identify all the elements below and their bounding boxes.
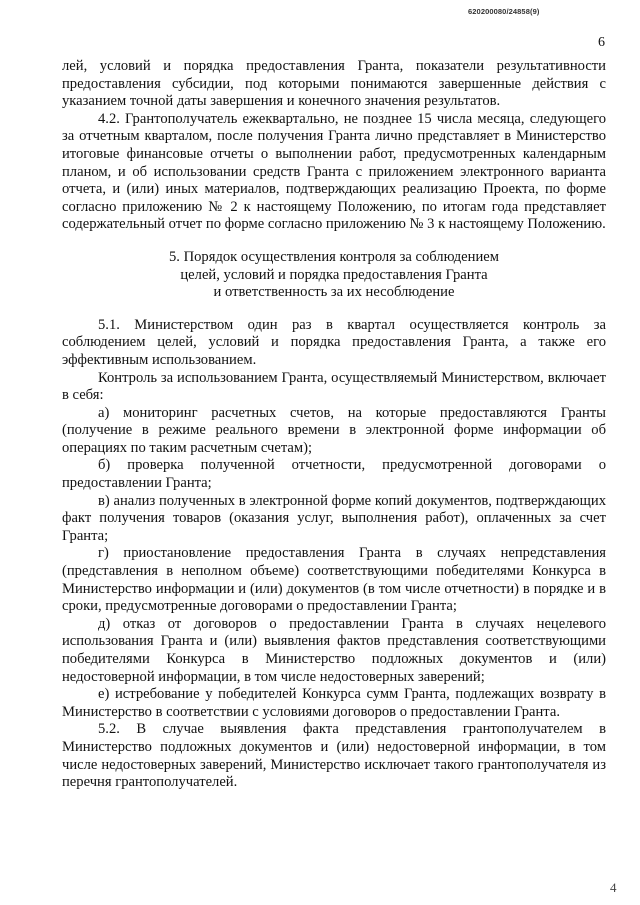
list-item-v: в) анализ полученных в электронной форме копий документов, подтверждающих факт получения товаров (оказания услуг, выполнения работ), оплаченных за счет Гранта; <box>62 492 606 544</box>
handwritten-mark: 4 <box>610 880 617 895</box>
paragraph-5-2: 5.2. В случае выявления факта представления грантополучателем в Министерство подложных документов и (или) недостоверной информации, в том числе недостоверных заверений, Министерство исключает такого грантополучателя из перечня грантополучателей. <box>62 721 606 791</box>
section-heading-line: и ответственность за их несоблюдение <box>213 284 455 301</box>
paragraph-5-1: 5.1. Министерством один раз в квартал осуществляется контроль за соблюдением целей, условий и порядка предоставления Гранта, а также его эффективным использованием. <box>62 316 606 368</box>
section-heading-line: 5. Порядок осуществления контроля за соблюдением <box>169 248 499 265</box>
page-number: 6 <box>598 35 605 50</box>
section-heading-line: целей, условий и порядка предоставления Гранта <box>180 266 488 283</box>
list-item-a: а) мониторинг расчетных счетов, на которые предоставляются Гранты (получение в режиме реального времени в электронной форме информации об операциях по таким расчетным счетам); <box>62 404 606 456</box>
paragraph-continuation: лей, условий и порядка предоставления Гранта, показатели результативности предоставления субсидии, под которыми понимаются завершенные действия с указанием точной даты завершения и конечного значения результатов. <box>62 58 606 110</box>
list-item-e: е) истребование у победителей Конкурса сумм Гранта, подлежащих возврату в Министерство в соответствии с условиями договоров о предоставлении Гранта. <box>62 686 606 720</box>
list-item-g: г) приостановление предоставления Гранта в случаях непредставления (представления в неполном объеме) соответствующими победителями Конкурса в Министерство информации и (или) документов (в том числе отчетности) в порядке и в сроки, предусмотренные договорами о предоставлении Гранта; <box>62 545 606 615</box>
document-number: 620200080/24858(9) <box>468 7 540 16</box>
section-heading <box>62 249 606 302</box>
document-body <box>62 58 606 792</box>
list-item-d: д) отказ от договоров о предоставлении Гранта в случаях нецелевого использования Гранта и (или) выявления фактов представления соответствующими победителями Конкурса в Министерство подложных документов и (или) недостоверной информации, в том числе недостоверных заверений; <box>62 615 606 685</box>
paragraph-control-intro: Контроль за использованием Гранта, осуществляемый Министерством, включает в себя: <box>62 369 606 404</box>
list-item-b: б) проверка полученной отчетности, предусмотренной договорами о предоставлении Гранта; <box>62 457 606 492</box>
paragraph-4-2: 4.2. Грантополучатель ежеквартально, не позднее 15 числа месяца, следующего за отчетным кварталом, после получения Гранта лично представляет в Министерство итоговые финансовые отчеты о выполнении работ, предусмотренных календарным планом, и об использовании средств Гранта с приложением электронного варианта отчета, и (или) иных материалов, подтверждающих реализацию Проекта, по форме согласно приложению № 2 к настоящему Положению, по итогам года представляет содержательный отчет по форме согласно приложению № 3 к настоящему Положению. <box>62 110 606 233</box>
